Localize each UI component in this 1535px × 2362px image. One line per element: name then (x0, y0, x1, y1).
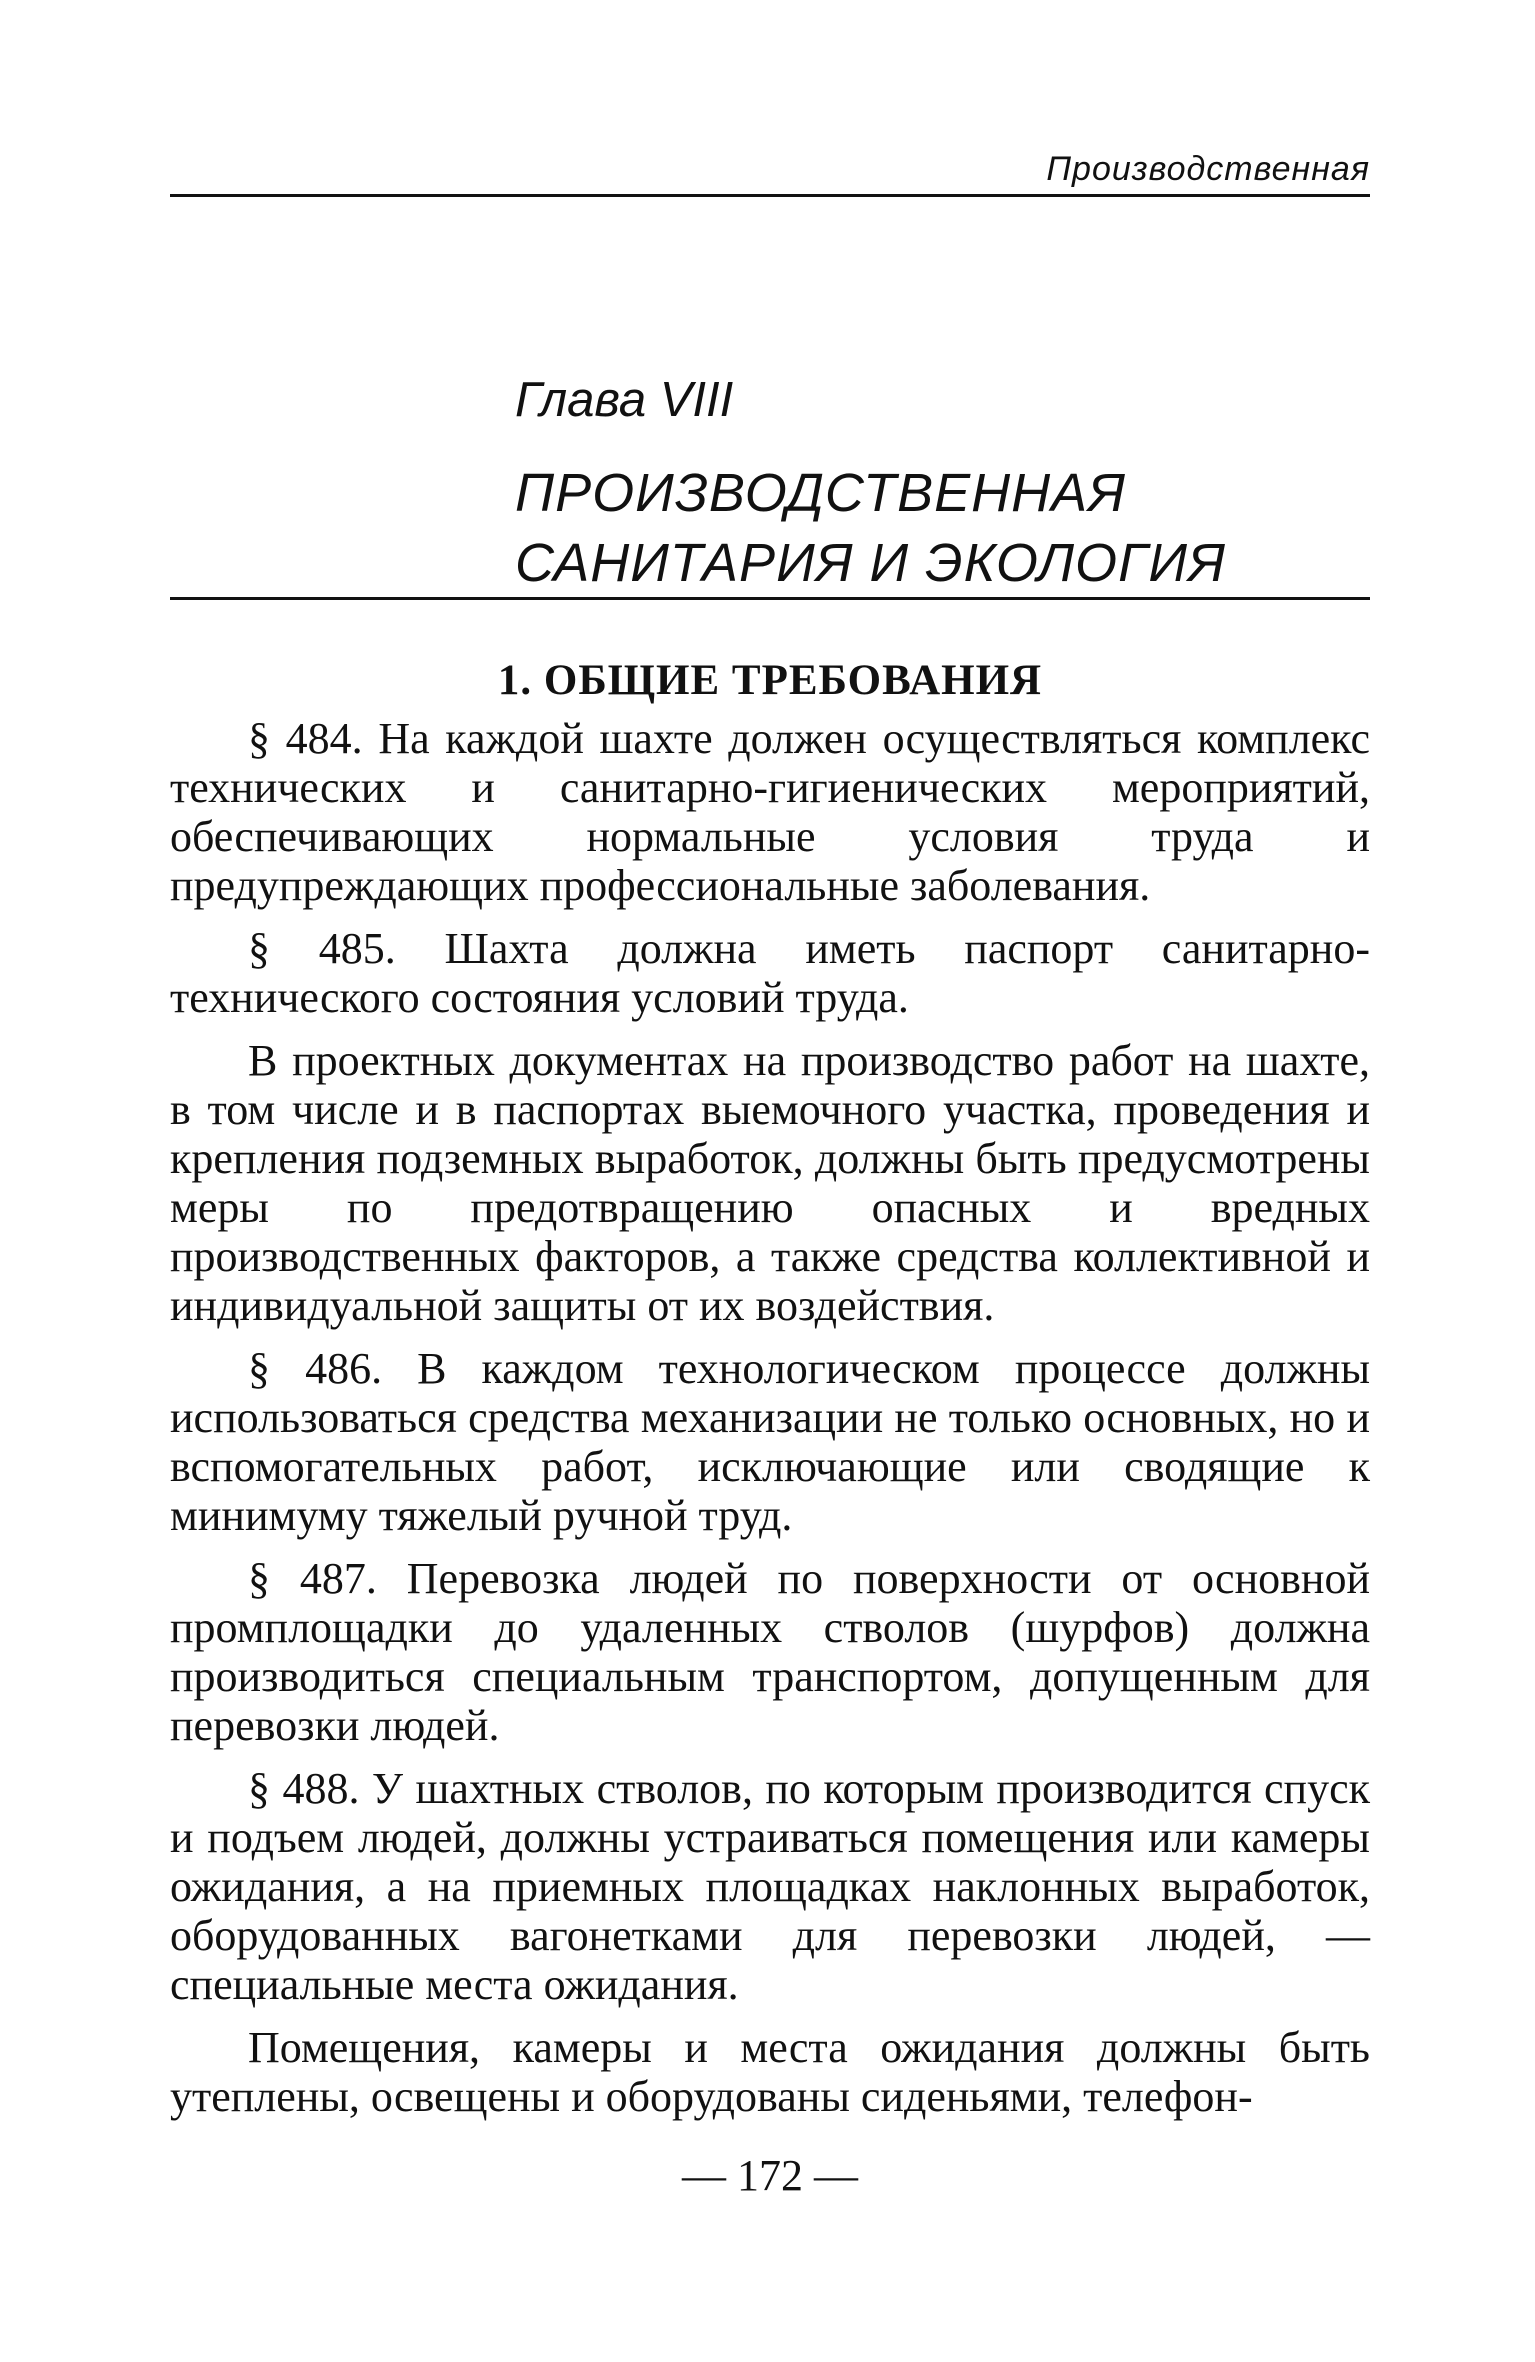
chapter-label: Глава VIII (515, 373, 734, 427)
page-number: — 172 — (682, 2151, 858, 2200)
chapter-rule (170, 597, 1370, 600)
paragraph-485: § 485. Шахта должна иметь паспорт санитарно-технического состояния условий труда. (170, 924, 1370, 1022)
section-heading: 1. ОБЩИЕ ТРЕБОВАНИЯ (497, 657, 1043, 704)
chapter-title-line-2: САНИТАРИЯ И ЭКОЛОГИЯ (515, 533, 1226, 593)
header-rule (170, 194, 1370, 197)
running-header: Производственная (1046, 150, 1370, 188)
chapter-title-line-1: ПРОИЗВОДСТВЕННАЯ (515, 463, 1126, 523)
paragraph-484: § 484. На каждой шахте должен осуществляться комплекс технических и санитарно-гигиенических мероприятий, обеспечивающих нормальные условия труда и предупреждающих профессиональные заболевания. (170, 714, 1370, 910)
chapter-title (515, 458, 1226, 598)
paragraph-488-waiting-rooms: Помещения, камеры и места ожидания должны быть утеплены, освещены и оборудованы сиденьями, телефон- (170, 2023, 1370, 2121)
paragraph-486: § 486. В каждом технологическом процессе должны использоваться средства механизации не только основных, но и вспомогательных работ, исключающие или сводящие к минимуму тяжелый ручной труд. (170, 1344, 1370, 1540)
body-text (170, 714, 1370, 2135)
paragraph-487: § 487. Перевозка людей по поверхности от основной промплощадки до удаленных стволов (шурфов) должна производиться специальным транспортом, допущенным для перевозки людей. (170, 1554, 1370, 1750)
paragraph-485-design-docs: В проектных документах на производство работ на шахте, в том числе и в паспортах выемочного участка, проведения и крепления подземных выработок, должны быть предусмотрены меры по предотвращению опасных и вредных производственных факторов, а также средства коллективной и индивидуальной защиты от их воздействия. (170, 1036, 1370, 1330)
paragraph-488: § 488. У шахтных стволов, по которым производится спуск и подъем людей, должны устраиваться помещения или камеры ожидания, а на приемных площадках наклонных выработок, оборудованных вагонетками для перевозки людей, — специальные места ожидания. (170, 1764, 1370, 2009)
